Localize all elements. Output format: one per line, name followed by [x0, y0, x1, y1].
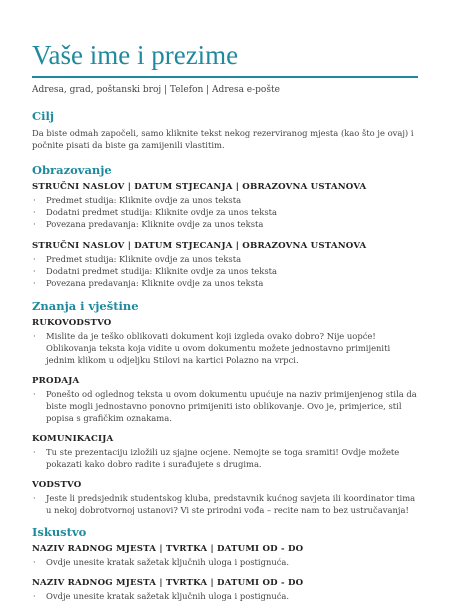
- bullet-icon: ·: [33, 266, 36, 276]
- experience-entry: [32, 577, 418, 602]
- bullet-icon: ·: [33, 447, 36, 457]
- experience-heading[interactable]: NAZIV RADNOG MJESTA | TVRTKA | DATUMI OD - DO: [32, 578, 304, 588]
- bullet-icon: ·: [33, 195, 36, 205]
- skill-entry: [32, 479, 418, 516]
- list-item-text: Povezana predavanja: Kliknite ovdje za unos teksta: [46, 219, 264, 229]
- list-item[interactable]: [32, 446, 418, 470]
- experience-heading[interactable]: NAZIV RADNOG MJESTA | TVRTKA | DATUMI OD - DO: [32, 544, 304, 554]
- skill-heading[interactable]: VODSTVO: [32, 480, 82, 490]
- skill-entry: [32, 433, 418, 470]
- list-item[interactable]: [32, 194, 418, 206]
- bullet-icon: ·: [33, 493, 36, 503]
- section-title-objective: Cilj: [32, 109, 55, 123]
- education-entry: [32, 181, 418, 230]
- list-item-text: Dodatni predmet studija: Kliknite ovdje za unos teksta: [46, 207, 277, 217]
- list-item[interactable]: [32, 218, 418, 230]
- education-heading[interactable]: STRUČNI NASLOV | DATUM STJECANJA | OBRAZOVNA USTANOVA: [32, 182, 367, 192]
- list-item-text: Predmet studija: Kliknite ovdje za unos teksta: [46, 195, 242, 205]
- bullet-icon: ·: [33, 591, 36, 601]
- bullet-icon: ·: [33, 557, 36, 567]
- list-item-text: Tu ste prezentaciju izložili uz sjajne ocjene. Nemojte se toga sramiti! Ovdje možete pokazati kako dobro radite i surađujete s drugima.: [46, 447, 400, 469]
- list-item-text: Dodatni predmet studija: Kliknite ovdje za unos teksta: [46, 266, 277, 276]
- section-title-skills: Znanja i vještine: [32, 299, 139, 313]
- list-item-text: Predmet studija: Kliknite ovdje za unos teksta: [46, 254, 242, 264]
- bullet-icon: ·: [33, 254, 36, 264]
- list-item[interactable]: [32, 265, 418, 277]
- resume-name[interactable]: Vaše ime i prezime: [32, 40, 239, 70]
- objective-text[interactable]: Da biste odmah započeli, samo kliknite tekst nekog rezerviranog mjesta (kao što je ovaj) i počnite pisati da biste ga zamijenili vlastitim.: [32, 128, 414, 150]
- list-item[interactable]: [32, 388, 418, 424]
- list-item[interactable]: [32, 253, 418, 265]
- list-item-text: Povezana predavanja: Kliknite ovdje za unos teksta: [46, 278, 264, 288]
- skill-entry: [32, 375, 418, 424]
- list-item-text: Mislite da je teško oblikovati dokument koji izgleda ovako dobro? Nije uopće! Oblikovanja teksta koja vidite u ovom dokumentu možete jednostavno primijeniti jednim klikom u odjeljku Stilovi na kartici Polazno na vrpci.: [46, 331, 391, 365]
- list-item[interactable]: [32, 492, 418, 516]
- education-heading[interactable]: STRUČNI NASLOV | DATUM STJECANJA | OBRAZOVNA USTANOVA: [32, 241, 367, 251]
- bullet-icon: ·: [33, 389, 36, 399]
- list-item[interactable]: [32, 330, 418, 366]
- skill-heading[interactable]: KOMUNIKACIJA: [32, 434, 114, 444]
- skill-entry: [32, 317, 418, 366]
- experience-entry: [32, 543, 418, 568]
- bullet-icon: ·: [33, 207, 36, 217]
- section-title-education: Obrazovanje: [32, 163, 112, 177]
- education-entry: [32, 240, 418, 289]
- bullet-icon: ·: [33, 278, 36, 288]
- section-title-experience: Iskustvo: [32, 525, 87, 539]
- skill-heading[interactable]: PRODAJA: [32, 376, 80, 386]
- skill-heading[interactable]: RUKOVODSTVO: [32, 318, 112, 328]
- list-item[interactable]: [32, 277, 418, 289]
- list-item-text: Ovdje unesite kratak sažetak ključnih uloga i postignuća.: [46, 591, 290, 601]
- list-item-text: Ponešto od oglednog teksta u ovom dokumentu upućuje na naziv primijenjenog stila da biste mogli jednostavno ponovno primijeniti isto oblikovanje. Ovo je, primjerice, stil popisa s grafičkim oznakama.: [46, 389, 417, 423]
- list-item[interactable]: [32, 206, 418, 218]
- contact-line[interactable]: Adresa, grad, poštanski broj | Telefon | Adresa e-pošte: [32, 85, 280, 95]
- bullet-icon: ·: [33, 331, 36, 341]
- name-divider: [32, 76, 418, 78]
- bullet-icon: ·: [33, 219, 36, 229]
- list-item[interactable]: [32, 556, 418, 568]
- list-item[interactable]: [32, 590, 418, 602]
- list-item-text: Ovdje unesite kratak sažetak ključnih uloga i postignuća.: [46, 557, 290, 567]
- list-item-text: Jeste li predsjednik studentskog kluba, predstavnik kućnog savjeta ili koordinator tima u nekoj dobrotvornoj ustanovi? Vi ste prirodni vođa – recite nam to bez ustručavanja!: [46, 493, 416, 515]
